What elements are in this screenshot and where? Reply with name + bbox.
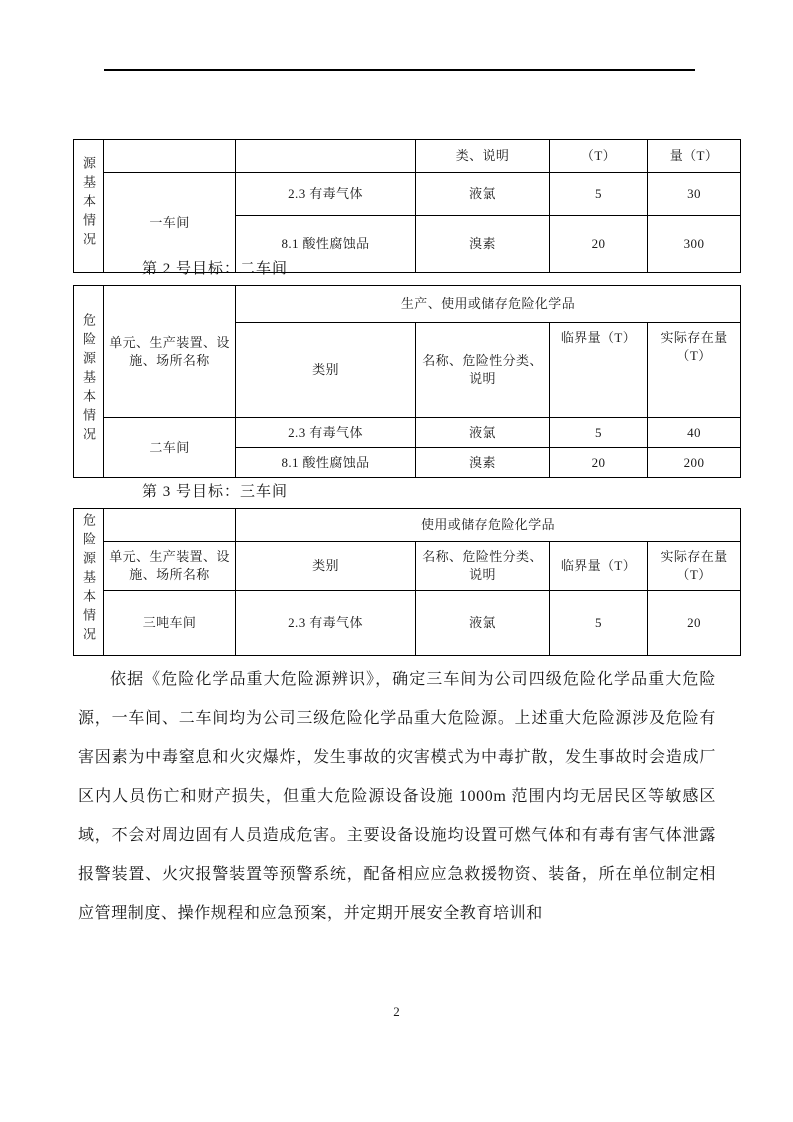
cell-category: 8.1 酸性腐蚀品 [236,216,416,273]
side-label-cell [74,509,104,656]
hazard-source-table-workshop-3 [73,508,741,656]
table-row [74,418,741,448]
header-cell-unit: 单元、生产装置、设施、场所名称 [104,286,236,418]
hazard-source-table-workshop-1 [73,139,741,273]
table-row-header [74,542,741,591]
table-row [74,591,741,656]
header-cell-actual: 实际存在量（T） [648,323,741,418]
header-cell-unit: 单元、生产装置、设施、场所名称 [104,542,236,591]
cell-actual: 300 [648,216,741,273]
table-row-group-header [74,286,741,323]
cell-chemical-name: 溴素 [416,216,550,273]
caption-target-2: 第 2 号目标：二车间 [142,261,289,277]
side-label-text: 危险源基本情况 [81,312,96,446]
cell-unit-name: 一车间 [104,173,236,273]
cell-category: 2.3 有毒气体 [236,418,416,448]
cell-actual: 200 [648,448,741,478]
cell-threshold: 5 [550,418,648,448]
hazard-source-table-workshop-2 [73,285,741,478]
cell-chemical-name: 液氯 [416,173,550,216]
header-cell-category: 类别 [236,323,416,418]
table-row-group-header [74,509,741,542]
cell-threshold: 20 [550,216,648,273]
cell-unit-name: 三吨车间 [104,591,236,656]
header-cell-blank [104,509,236,542]
header-cell-actual: 量（T） [648,140,741,173]
header-cell-actual: 实际存在量（T） [648,542,741,591]
cell-threshold: 20 [550,448,648,478]
table-row [74,173,741,216]
cell-category: 2.3 有毒气体 [236,591,416,656]
header-cell-name: 名称、危险性分类、说明 [416,542,550,591]
cell-threshold: 5 [550,591,648,656]
cell-unit-name: 二车间 [104,418,236,478]
table-row-header [74,140,741,173]
cell-category: 8.1 酸性腐蚀品 [236,448,416,478]
body-paragraph: 依据《危险化学品重大危险源辨识》，确定三车间为公司四级危险化学品重大危险源，一车间、二车间均为公司三级危险化学品重大危险源。上述重大危险源涉及危险有害因素为中毒窒息和火灾爆炸，发生事故的灾害模式为中毒扩散，发生事故时会造成厂区内人员伤亡和财产损失，但重大危险源设备设施 1000m 范围内均无居民区等敏感区域，不会对周边固有人员造成危害。主要设备设施均设置可燃气体和有毒有害气体泄露报警装置、火灾报警装置等预警系统，配备相应应急救援物资、装备，所在单位制定相应管理制度、操作规程和应急预案，并定期开展安全教育培训和 [78,671,716,922]
header-cell-group: 生产、使用或储存危险化学品 [236,286,741,323]
header-cell-category [236,140,416,173]
header-cell-threshold: （T） [550,140,648,173]
side-label-cell [74,286,104,478]
cell-actual: 40 [648,418,741,448]
header-cell-name: 类、说明 [416,140,550,173]
cell-chemical-name: 溴素 [416,448,550,478]
side-label-text: 危险源基本情况 [81,513,96,647]
header-cell-category: 类别 [236,542,416,591]
header-cell-threshold: 临界量（T） [550,542,648,591]
header-rule [104,69,695,71]
page-number: 2 [393,1004,400,1019]
side-label-cell [74,140,104,273]
header-cell-group: 使用或储存危险化学品 [236,509,741,542]
header-cell-name: 名称、危险性分类、说明 [416,323,550,418]
side-label-text: 源基本情况 [81,156,96,252]
cell-threshold: 5 [550,173,648,216]
caption-target-3: 第 3 号目标：三车间 [142,484,289,500]
header-cell-unit [104,140,236,173]
cell-actual: 20 [648,591,741,656]
cell-actual: 30 [648,173,741,216]
cell-chemical-name: 液氯 [416,418,550,448]
cell-chemical-name: 液氯 [416,591,550,656]
cell-category: 2.3 有毒气体 [236,173,416,216]
header-cell-threshold: 临界量（T） [550,323,648,418]
